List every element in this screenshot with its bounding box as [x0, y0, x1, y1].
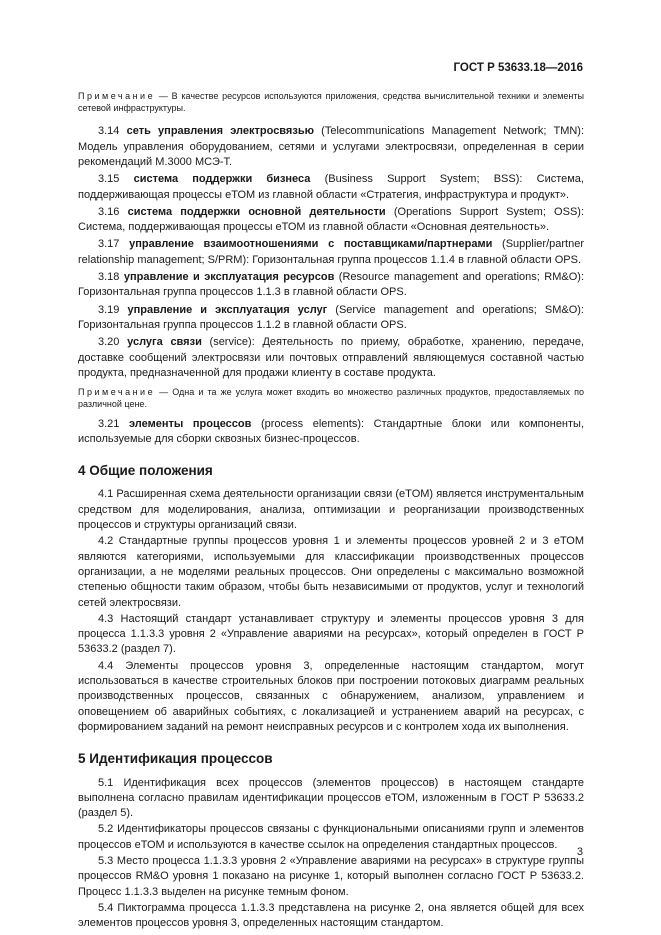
term-name: элементы процессов: [129, 417, 252, 430]
paragraph: 4.4 Элементы процессов уровня 3, определенные настоящим стандартом, могут использоваться в качестве строительных блоков при построении потоковых диаграмм реальных производственных процессов, связанных с обнаружением, анализом, управлением и оповещением об аварийных событиях, с локализацией и устранением аварий на ресурсах, с формированием заданий на ремонт неисправных ресурсов и с контролем хода их выполнения.: [78, 659, 584, 733]
page-content: [78, 90, 584, 932]
term-number: 3.19: [98, 303, 120, 316]
paragraph: 5.4 Пиктограмма процесса 1.1.3.3 представлена на рисунке 2, она является общей для всех элементов процессов уровня 3, определенных настоящим стандартом.: [78, 901, 584, 930]
section-heading: 5 Идентификация процессов: [78, 751, 273, 767]
term-entry: [78, 335, 584, 381]
paragraph: 5.3 Место процесса 1.1.3.3 уровня 2 «Управление авариями на ресурсах» в структуре группы процессов RM&O уровня 1 показано на рисунке 1, который выполнен согласно ГОСТ Р 53633.2. Процесс 1.1.3.3 выделен на рисунке темным фоном.: [78, 854, 584, 898]
document-code: ГОСТ Р 53633.18—2016: [453, 62, 583, 74]
term-number: 3.20: [98, 336, 120, 349]
term-name: управление и эксплуатация ресурсов: [123, 271, 335, 284]
note-text: — В качестве ресурсов используются приложения, средства вычислительной техники и элементы сетевой инфраструктуры.: [78, 91, 584, 114]
term-entry: [78, 124, 584, 170]
term-number: 3.18: [98, 271, 120, 284]
term-number: 3.16: [98, 205, 120, 218]
term-definition: (process elements): Стандартные блоки или компоненты, используемые для сборки сквозных бизнес-процессов.: [78, 417, 585, 445]
term-name: сеть управления электросвязью: [126, 125, 314, 138]
paragraph: 5.1 Идентификация всех процессов (элементов процессов) в настоящем стандарте выполнена согласно правилам идентификации процессов еТОМ, изложенным в ГОСТ Р 53633.2 (раздел 5).: [78, 776, 584, 820]
term-name: система поддержки основной деятельности: [127, 205, 386, 218]
note: [78, 386, 584, 410]
term-name: система поддержки бизнеса: [133, 173, 311, 186]
term-entry: [78, 417, 584, 448]
note-label: Примечание: [78, 91, 156, 101]
section-heading: 4 Общие положения: [78, 463, 213, 479]
term-name: управление взаимоотношениями с поставщиками/партнерами: [129, 238, 493, 251]
term-definition: (Resource management and operations; RM&O): Горизонтальная группа процессов 1.1.3 в главной области OPS.: [78, 271, 584, 299]
term-entry: [78, 237, 584, 268]
term-definition: (service): Деятельность по приему, обработке, хранению, передаче, доставке сообщений электросвязи или почтовых отправлений являющемуся составной частью продукта, предназначенной для продажи клиенту в составе продукта.: [78, 336, 584, 379]
term-definition: (Business Support System; BSS): Система, поддерживающая процессы еТОМ из главной области «Стратегия, инфраструктура и продукт».: [78, 173, 584, 201]
note-label: Примечание: [78, 387, 156, 398]
term-definition: (Operations Support System; OSS): Система, поддерживающая процессы еТОМ из главной области «Основная деятельность».: [78, 205, 585, 234]
term-entry: [78, 205, 584, 236]
term-number: 3.14: [98, 125, 120, 138]
term-definition: (Supplier/partner relationship management; S/PRM): Горизонтальная группа процессов 1.1.4 в главной области OPS.: [78, 238, 584, 266]
paragraph: 4.1 Расширенная схема деятельности организации связи (eTOM) является инструментальным средством для моделирования, анализа, оптимизации и реорганизации производственных процессов и структуры организаций связи.: [78, 488, 584, 532]
paragraph: 5.2 Идентификаторы процессов связаны с функциональными описаниями групп и элементов процессов еТОМ и используются в качестве ссылок на определения стандартных процессов.: [78, 823, 584, 851]
paragraph: 4.2 Стандартные группы процессов уровня 1 и элементы процессов уровней 2 и 3 еТОМ являются категориями, используемыми для классификации производственных процессов организации, а не моделями реальных процессов. Они определены с максимально возможной степенью общности таким образом, чтобы быть независимыми от продуктов, услуг и технологий сетей электросвязи.: [78, 535, 584, 609]
paragraph: 4.3 Настоящий стандарт устанавливает структуру и элементы процессов уровня 3 для процесса 1.1.3.3 уровня 2 «Управление авариями на ресурсах», который определен в ГОСТ Р 53633.2 (раздел 7).: [78, 612, 584, 656]
note: [78, 90, 584, 114]
term-entry: [78, 303, 584, 334]
term-definition: (Telecommunications Management Network; TMN): Модель управления оборудованием, сетями и услугами электросвязи, определенная в серии рекомендаций М.3000 МСЭ-Т.: [78, 125, 585, 168]
term-name: услуга связи: [127, 336, 202, 349]
term-list: [78, 124, 584, 381]
page-number: 3: [576, 846, 583, 858]
term-definition: (Service management and operations; SM&O): Горизонтальная группа процессов 1.1.2 в главной области OPS.: [78, 303, 584, 331]
term-entry: [78, 172, 584, 203]
term-number: 3.21: [98, 417, 120, 430]
term-name: управление и эксплуатация услуг: [127, 303, 328, 316]
term-number: 3.17: [98, 238, 120, 251]
term-number: 3.15: [98, 173, 120, 186]
term-entry: [78, 270, 584, 301]
note-text: — Одна и та же услуга может входить во множество различных продуктов, предоставляемых по различной цене.: [78, 387, 584, 410]
